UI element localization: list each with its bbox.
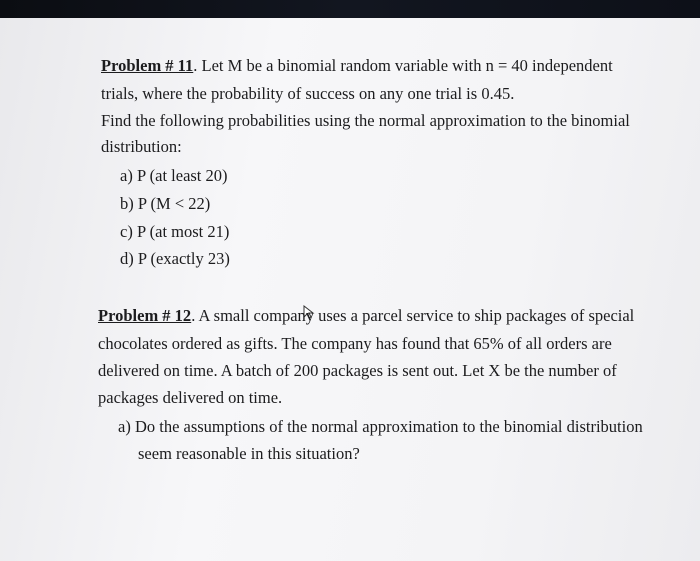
problem-11-line-3: Find the following probabilities using the normal approximation to the binomial	[101, 111, 630, 130]
problem-11-line-2: trials, where the probability of success on any one trial is 0.45.	[101, 84, 515, 103]
problem-11-item-c: c) P (at most 21)	[120, 222, 230, 241]
problem-12-item-a-line-1: a) Do the assumptions of the normal approximation to the binomial distribution	[118, 417, 643, 436]
problem-12-line-1-text: . A small company uses a parcel service to ship packages of special	[191, 306, 635, 325]
problem-12-item-a-line-2: seem reasonable in this situation?	[138, 444, 360, 463]
problem-12-line-1	[98, 306, 634, 326]
problem-11-line-1-text: . Let M be a binomial random variable with n = 40 independent	[193, 56, 613, 75]
problem-11-line-1	[101, 56, 613, 76]
problem-12-line-2: chocolates ordered as gifts. The company has found that 65% of all orders are	[98, 334, 612, 353]
problem-11-item-d: d) P (exactly 23)	[120, 249, 230, 268]
problem-11-title: Problem # 11	[101, 56, 194, 75]
problem-12-line-4: packages delivered on time.	[98, 388, 283, 407]
problem-12-title: Problem # 12	[98, 306, 192, 325]
problem-11-item-b: b) P (M < 22)	[120, 194, 211, 213]
problem-12-line-3: delivered on time. A batch of 200 packages is sent out. Let X be the number of	[98, 361, 617, 380]
top-dark-bar	[0, 0, 700, 18]
document-page	[0, 18, 700, 561]
problem-11-line-4: distribution:	[101, 137, 182, 156]
problem-11-item-a: a) P (at least 20)	[120, 166, 228, 185]
